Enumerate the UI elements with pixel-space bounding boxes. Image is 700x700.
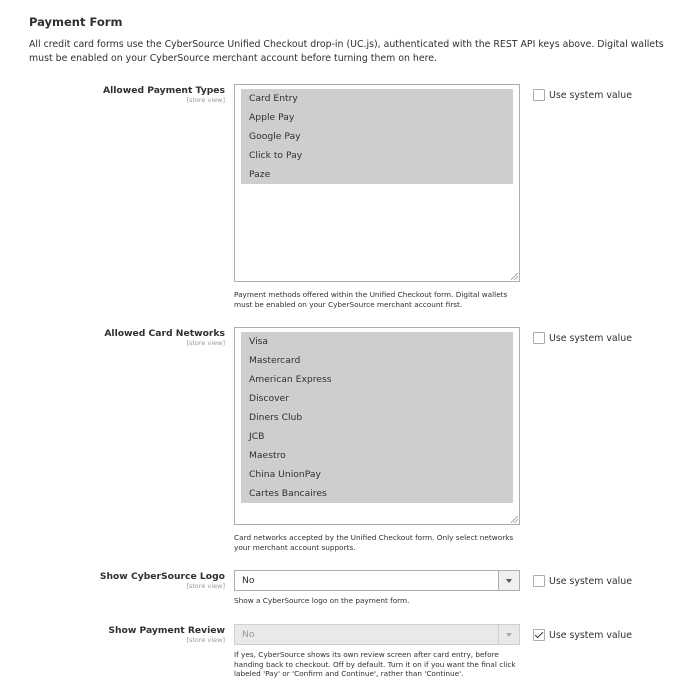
payment-types-label-group (103, 85, 225, 104)
payment-types-label: Allowed Payment Types (103, 85, 225, 96)
use-system-value-label: Use system value (549, 629, 632, 641)
scope-label: [store view] (186, 96, 225, 104)
show-review-use-system-value[interactable] (533, 629, 632, 641)
use-system-value-label: Use system value (549, 89, 632, 101)
use-system-value-label: Use system value (549, 332, 632, 344)
option-item[interactable]: Visa (241, 332, 513, 351)
option-item[interactable]: Discover (241, 389, 513, 408)
chevron-down-icon[interactable] (498, 571, 519, 590)
checkbox[interactable] (533, 332, 545, 344)
card-networks-label-group (104, 328, 225, 347)
show-logo-label-group (100, 571, 225, 590)
card-networks-use-system-value[interactable] (533, 332, 632, 344)
show-logo-use-system-value[interactable] (533, 575, 632, 587)
scope-label: [store view] (186, 582, 225, 590)
checkbox[interactable] (533, 575, 545, 587)
show-logo-value: No (242, 575, 255, 586)
show-review-select[interactable] (234, 624, 520, 645)
option-item[interactable]: Card Entry (241, 89, 513, 108)
option-item[interactable]: Cartes Bancaires (241, 484, 513, 503)
resize-handle-icon[interactable] (511, 273, 518, 280)
section-title: Payment Form (29, 15, 123, 29)
chevron-down-icon (498, 625, 519, 644)
card-networks-note: Card networks accepted by the Unified Checkout form. Only select networks your merchant account supports. (234, 533, 514, 552)
show-review-label-group (108, 625, 225, 644)
checkbox-checked[interactable] (533, 629, 545, 641)
option-item[interactable]: American Express (241, 370, 513, 389)
show-review-note: If yes, CyberSource shows its own review screen after card entry, before handing back to checkout. Off by default. Turn it on if you want the final click labeled 'Pay' or 'Confirm and Continue', rather than 'Continue'. (234, 650, 516, 678)
option-item[interactable]: Click to Pay (241, 146, 513, 165)
option-item[interactable]: JCB (241, 427, 513, 446)
option-item[interactable]: Google Pay (241, 127, 513, 146)
card-networks-multiselect[interactable] (234, 327, 520, 525)
option-item[interactable]: Paze (241, 165, 513, 184)
payment-types-use-system-value[interactable] (533, 89, 632, 101)
option-item[interactable]: Apple Pay (241, 108, 513, 127)
scope-label: [store view] (186, 636, 225, 644)
payment-types-note: Payment methods offered within the Unified Checkout form. Digital wallets must be enabled on your CyberSource merchant account first. (234, 290, 508, 309)
option-item[interactable]: Maestro (241, 446, 513, 465)
show-logo-note: Show a CyberSource logo on the payment form. (234, 596, 410, 605)
show-review-value: No (242, 629, 255, 640)
section-description: All credit card forms use the CyberSource Unified Checkout drop-in (UC.js), authenticated with the REST API keys above. Digital wallets must be enabled on your CyberSource merchant account before turning them on here. (29, 39, 664, 64)
card-networks-label: Allowed Card Networks (104, 328, 225, 339)
show-logo-label: Show CyberSource Logo (99, 571, 225, 582)
checkbox[interactable] (533, 89, 545, 101)
payment-types-multiselect[interactable] (234, 84, 520, 282)
option-item[interactable]: Diners Club (241, 408, 513, 427)
show-logo-select[interactable] (234, 570, 520, 591)
option-item[interactable]: China UnionPay (241, 465, 513, 484)
show-review-label: Show Payment Review (108, 625, 225, 636)
scope-label: [store view] (186, 339, 225, 347)
use-system-value-label: Use system value (549, 575, 632, 587)
resize-handle-icon[interactable] (511, 516, 518, 523)
option-item[interactable]: Mastercard (241, 351, 513, 370)
